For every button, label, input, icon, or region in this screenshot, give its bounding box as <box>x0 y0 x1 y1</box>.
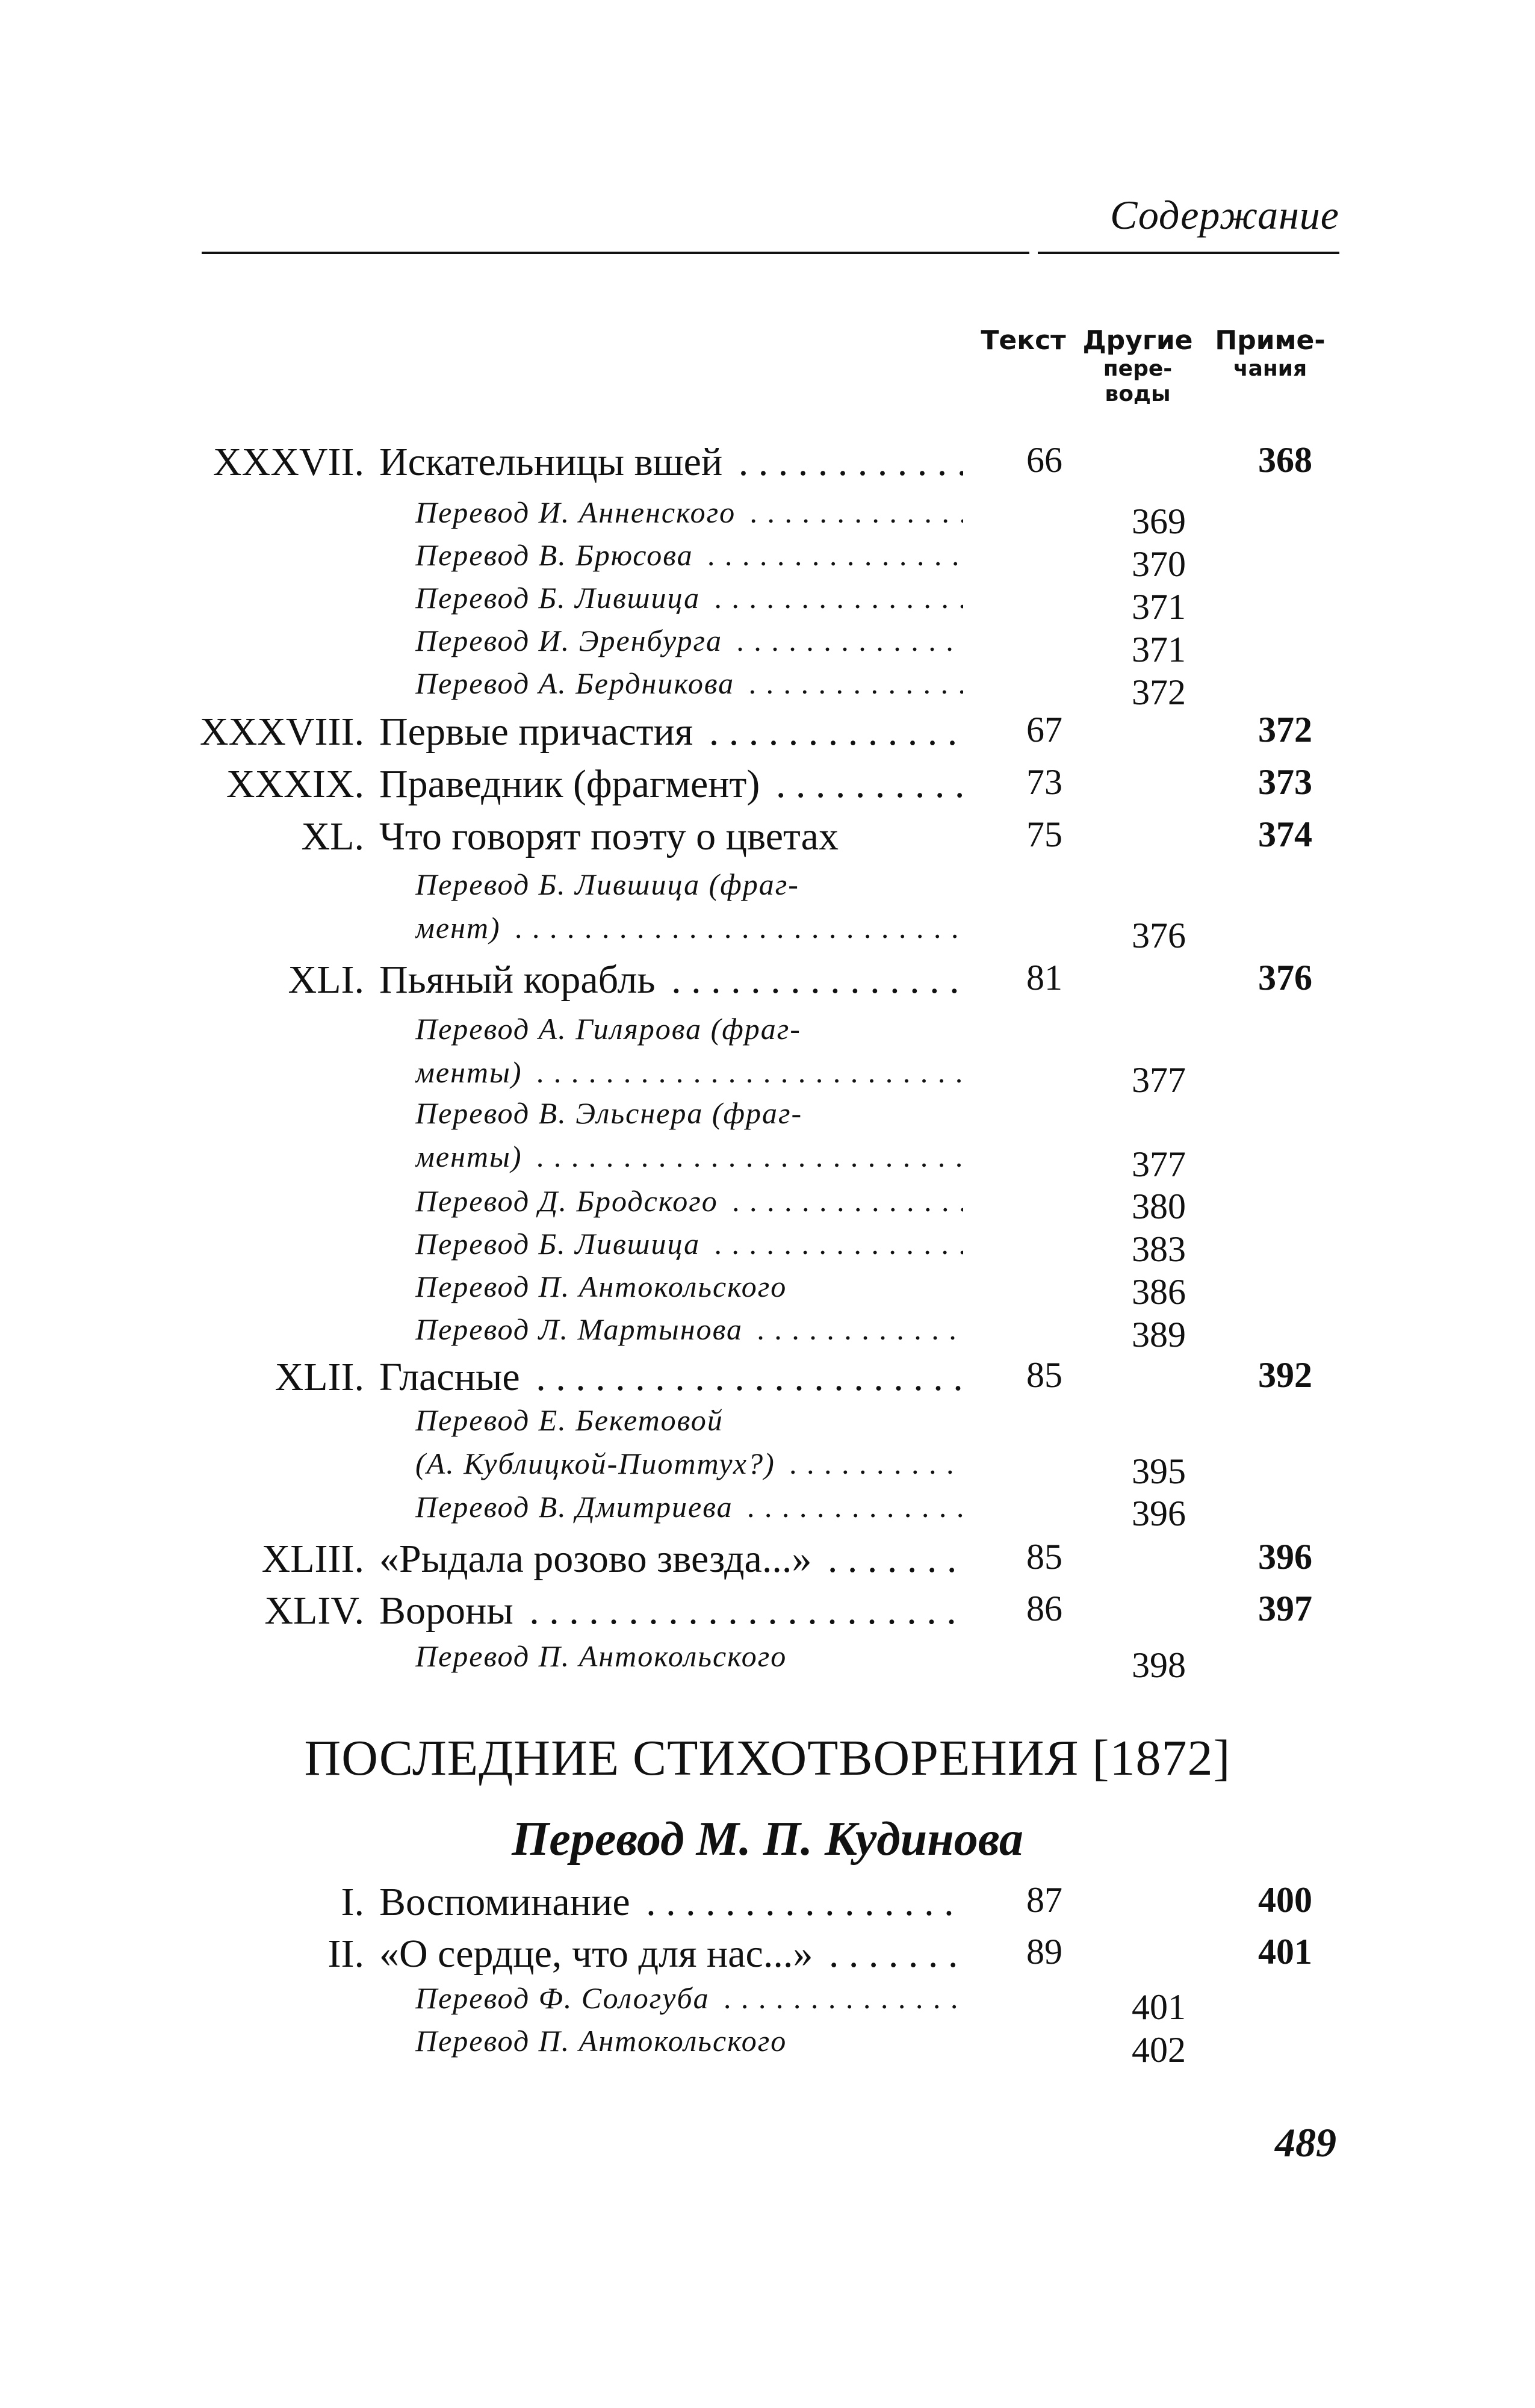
column-header-text-label: Текст <box>981 325 1066 356</box>
translation-text-line2: менты) <box>415 1055 529 1089</box>
text-page: 81 <box>1026 958 1062 998</box>
entry-title-text: Искательницы вшей <box>379 440 728 484</box>
entry-title-text: Вороны <box>379 1589 519 1633</box>
other-translation-page: 371 <box>1132 630 1186 669</box>
translation-title <box>415 1312 963 1347</box>
translation-text: Перевод И. Эренбурга <box>415 624 728 657</box>
translation-text-line2: (А. Кублицкой-Пиоттух?) <box>415 1447 781 1480</box>
translation-text: Перевод Д. Бродского <box>415 1184 724 1218</box>
translation-text: Перевод Ф. Сологуба <box>415 1981 716 2015</box>
translation-title <box>415 1639 963 1674</box>
translation-text: Перевод А. Бердникова <box>415 666 740 700</box>
translation-title <box>415 1055 963 1090</box>
entry-title-text: Гласные <box>379 1355 526 1399</box>
other-translation-page: 380 <box>1132 1187 1186 1226</box>
column-header-notes-line1: Приме- <box>1215 325 1326 356</box>
other-translation-page: 386 <box>1132 1272 1186 1312</box>
toc-translation <box>0 1096 1535 1184</box>
translation-title <box>415 1489 963 1524</box>
toc-entry <box>0 1588 1535 1633</box>
entry-number: XXXIX. <box>226 762 364 806</box>
entry-title <box>379 709 963 755</box>
translation-text: Перевод В. Брюсова <box>415 538 699 572</box>
entry-title <box>379 762 963 807</box>
text-page: 67 <box>1026 710 1062 749</box>
entry-title <box>379 1931 963 1977</box>
toc-translation <box>0 1489 1535 1533</box>
entry-title <box>379 1879 963 1925</box>
column-header-text <box>963 325 1084 356</box>
translation-text-line1: Перевод В. Эльснера (фраг- <box>415 1096 803 1130</box>
toc-translation <box>0 1403 1535 1491</box>
other-translation-page: 369 <box>1132 501 1186 541</box>
toc-translation <box>0 666 1535 712</box>
translation-title <box>415 1269 963 1304</box>
toc-translation <box>0 1226 1535 1269</box>
column-header-other-translations <box>1078 325 1198 408</box>
entry-title-text: Что говорят поэту о цветах <box>379 815 845 858</box>
toc-entry <box>0 1879 1535 1924</box>
column-header-notes <box>1210 325 1330 382</box>
translation-text: Перевод В. Дмитриева <box>415 1490 739 1524</box>
entry-title <box>379 957 963 1003</box>
toc-translation <box>0 1184 1535 1226</box>
translation-text: Перевод Л. Мартынова <box>415 1312 749 1346</box>
other-translation-page: 396 <box>1132 1494 1186 1533</box>
toc-entry <box>0 439 1535 484</box>
entry-title-text: Первые причастия <box>379 710 699 754</box>
header-rule-gap <box>1029 251 1038 255</box>
translation-title <box>415 580 963 615</box>
notes-page: 397 <box>1258 1589 1312 1628</box>
toc-translation <box>0 2023 1535 2070</box>
translation-title <box>415 1184 963 1218</box>
toc-translation <box>0 580 1535 627</box>
text-page: 66 <box>1026 440 1062 480</box>
entry-number: XXXVII. <box>212 440 364 484</box>
entry-number: XXXVIII. <box>199 710 364 754</box>
toc-translation <box>0 623 1535 669</box>
translation-text-line1: Перевод Е. Бекетовой <box>415 1403 724 1437</box>
translation-title <box>415 538 963 573</box>
column-header-other-line2: пере- <box>1103 356 1173 381</box>
notes-page: 400 <box>1258 1880 1312 1920</box>
other-translation-page: 395 <box>1132 1451 1186 1491</box>
toc-entry <box>0 1931 1535 1976</box>
page-number: 489 <box>1275 2120 1336 2165</box>
toc-translation <box>0 1011 1535 1100</box>
translation-title <box>415 1139 963 1174</box>
column-header-other-line1: Другие <box>1082 325 1193 356</box>
notes-page: 373 <box>1258 762 1312 802</box>
text-page: 89 <box>1026 1932 1062 1972</box>
section-subtitle: Перевод М. П. Кудинова <box>512 1813 1023 1866</box>
text-page: 73 <box>1026 762 1062 802</box>
translation-title <box>415 910 963 945</box>
translation-text: Перевод П. Антокольского <box>415 1639 793 1673</box>
other-translation-page: 377 <box>1132 1060 1186 1100</box>
toc-entry <box>0 814 1535 858</box>
entry-number: XLI. <box>288 958 364 1002</box>
other-translation-page: 377 <box>1132 1144 1186 1184</box>
entry-title-text: Воспоминание <box>379 1880 636 1924</box>
running-head: Содержание <box>1110 192 1339 238</box>
other-translation-page: 402 <box>1132 2030 1186 2070</box>
entry-title-text: «Рыдала розово звезда...» <box>379 1537 817 1581</box>
text-page: 75 <box>1026 815 1062 854</box>
entry-title <box>379 814 963 860</box>
entry-title-text: Праведник (фрагмент) <box>379 762 766 806</box>
toc-translation <box>0 495 1535 541</box>
translation-text: Перевод И. Анненского <box>415 495 742 529</box>
translation-text-line1: Перевод А. Гилярова (фраг- <box>415 1012 801 1046</box>
text-page: 86 <box>1026 1589 1062 1628</box>
translation-title <box>415 1446 963 1481</box>
toc-entry <box>0 709 1535 754</box>
notes-page: 374 <box>1258 815 1312 854</box>
notes-page: 396 <box>1258 1537 1312 1577</box>
other-translation-page: 389 <box>1132 1315 1186 1354</box>
notes-page: 376 <box>1258 958 1312 998</box>
translation-text-line2: мент) <box>415 911 507 945</box>
entry-title <box>379 1354 963 1400</box>
toc-translation <box>0 538 1535 584</box>
notes-page: 392 <box>1258 1355 1312 1395</box>
toc-entry <box>0 1536 1535 1581</box>
header-rule <box>202 252 1339 254</box>
translation-text-line2: менты) <box>415 1140 529 1173</box>
entry-title <box>379 439 963 485</box>
toc-entry <box>0 957 1535 1002</box>
toc-translation <box>0 1639 1535 1685</box>
translation-title <box>415 623 963 658</box>
column-header-notes-line2: чания <box>1233 356 1307 381</box>
other-translation-page: 383 <box>1132 1229 1186 1269</box>
translation-title <box>415 2023 963 2058</box>
translation-text: Перевод П. Антокольского <box>415 2024 793 2058</box>
entry-title <box>379 1536 963 1582</box>
entry-number: XLIII. <box>261 1537 364 1581</box>
text-page: 87 <box>1026 1880 1062 1920</box>
entry-title-text: Пьяный корабль <box>379 958 662 1002</box>
section-title: ПОСЛЕДНИЕ СТИХОТВОРЕНИЯ [1872] <box>304 1730 1231 1786</box>
text-page: 85 <box>1026 1355 1062 1395</box>
translation-title <box>415 1226 963 1261</box>
entry-number: II. <box>327 1932 364 1976</box>
other-translation-page: 372 <box>1132 672 1186 712</box>
other-translation-page: 401 <box>1132 1987 1186 2027</box>
entry-number: XLIV. <box>264 1589 364 1633</box>
other-translation-page: 371 <box>1132 587 1186 627</box>
toc-entry <box>0 1354 1535 1399</box>
toc-translation <box>0 1981 1535 2027</box>
translation-text: Перевод П. Антокольского <box>415 1270 793 1303</box>
entry-title <box>379 1588 963 1634</box>
translation-text: Перевод Б. Лившица <box>415 1227 706 1261</box>
translation-title <box>415 666 963 701</box>
toc-translation <box>0 1269 1535 1312</box>
notes-page: 401 <box>1258 1932 1312 1972</box>
translation-text: Перевод Б. Лившица <box>415 581 706 615</box>
notes-page: 372 <box>1258 710 1312 749</box>
other-translation-page: 376 <box>1132 916 1186 955</box>
other-translation-page: 398 <box>1132 1645 1186 1685</box>
toc-translation <box>0 867 1535 955</box>
translation-text-line1: Перевод Б. Лившица (фраг- <box>415 867 799 901</box>
entry-number: XL. <box>301 815 364 858</box>
toc-translation <box>0 1312 1535 1354</box>
translation-title <box>415 495 963 530</box>
other-translation-page: 370 <box>1132 544 1186 584</box>
entry-title-text: «О сердце, что для нас...» <box>379 1932 819 1976</box>
translation-title <box>415 1981 963 2015</box>
notes-page: 368 <box>1258 440 1312 480</box>
entry-number: I. <box>341 1880 364 1924</box>
text-page: 85 <box>1026 1537 1062 1577</box>
column-header-other-line3: воды <box>1105 382 1171 407</box>
entry-number: XLII. <box>274 1355 364 1399</box>
toc-entry <box>0 762 1535 806</box>
